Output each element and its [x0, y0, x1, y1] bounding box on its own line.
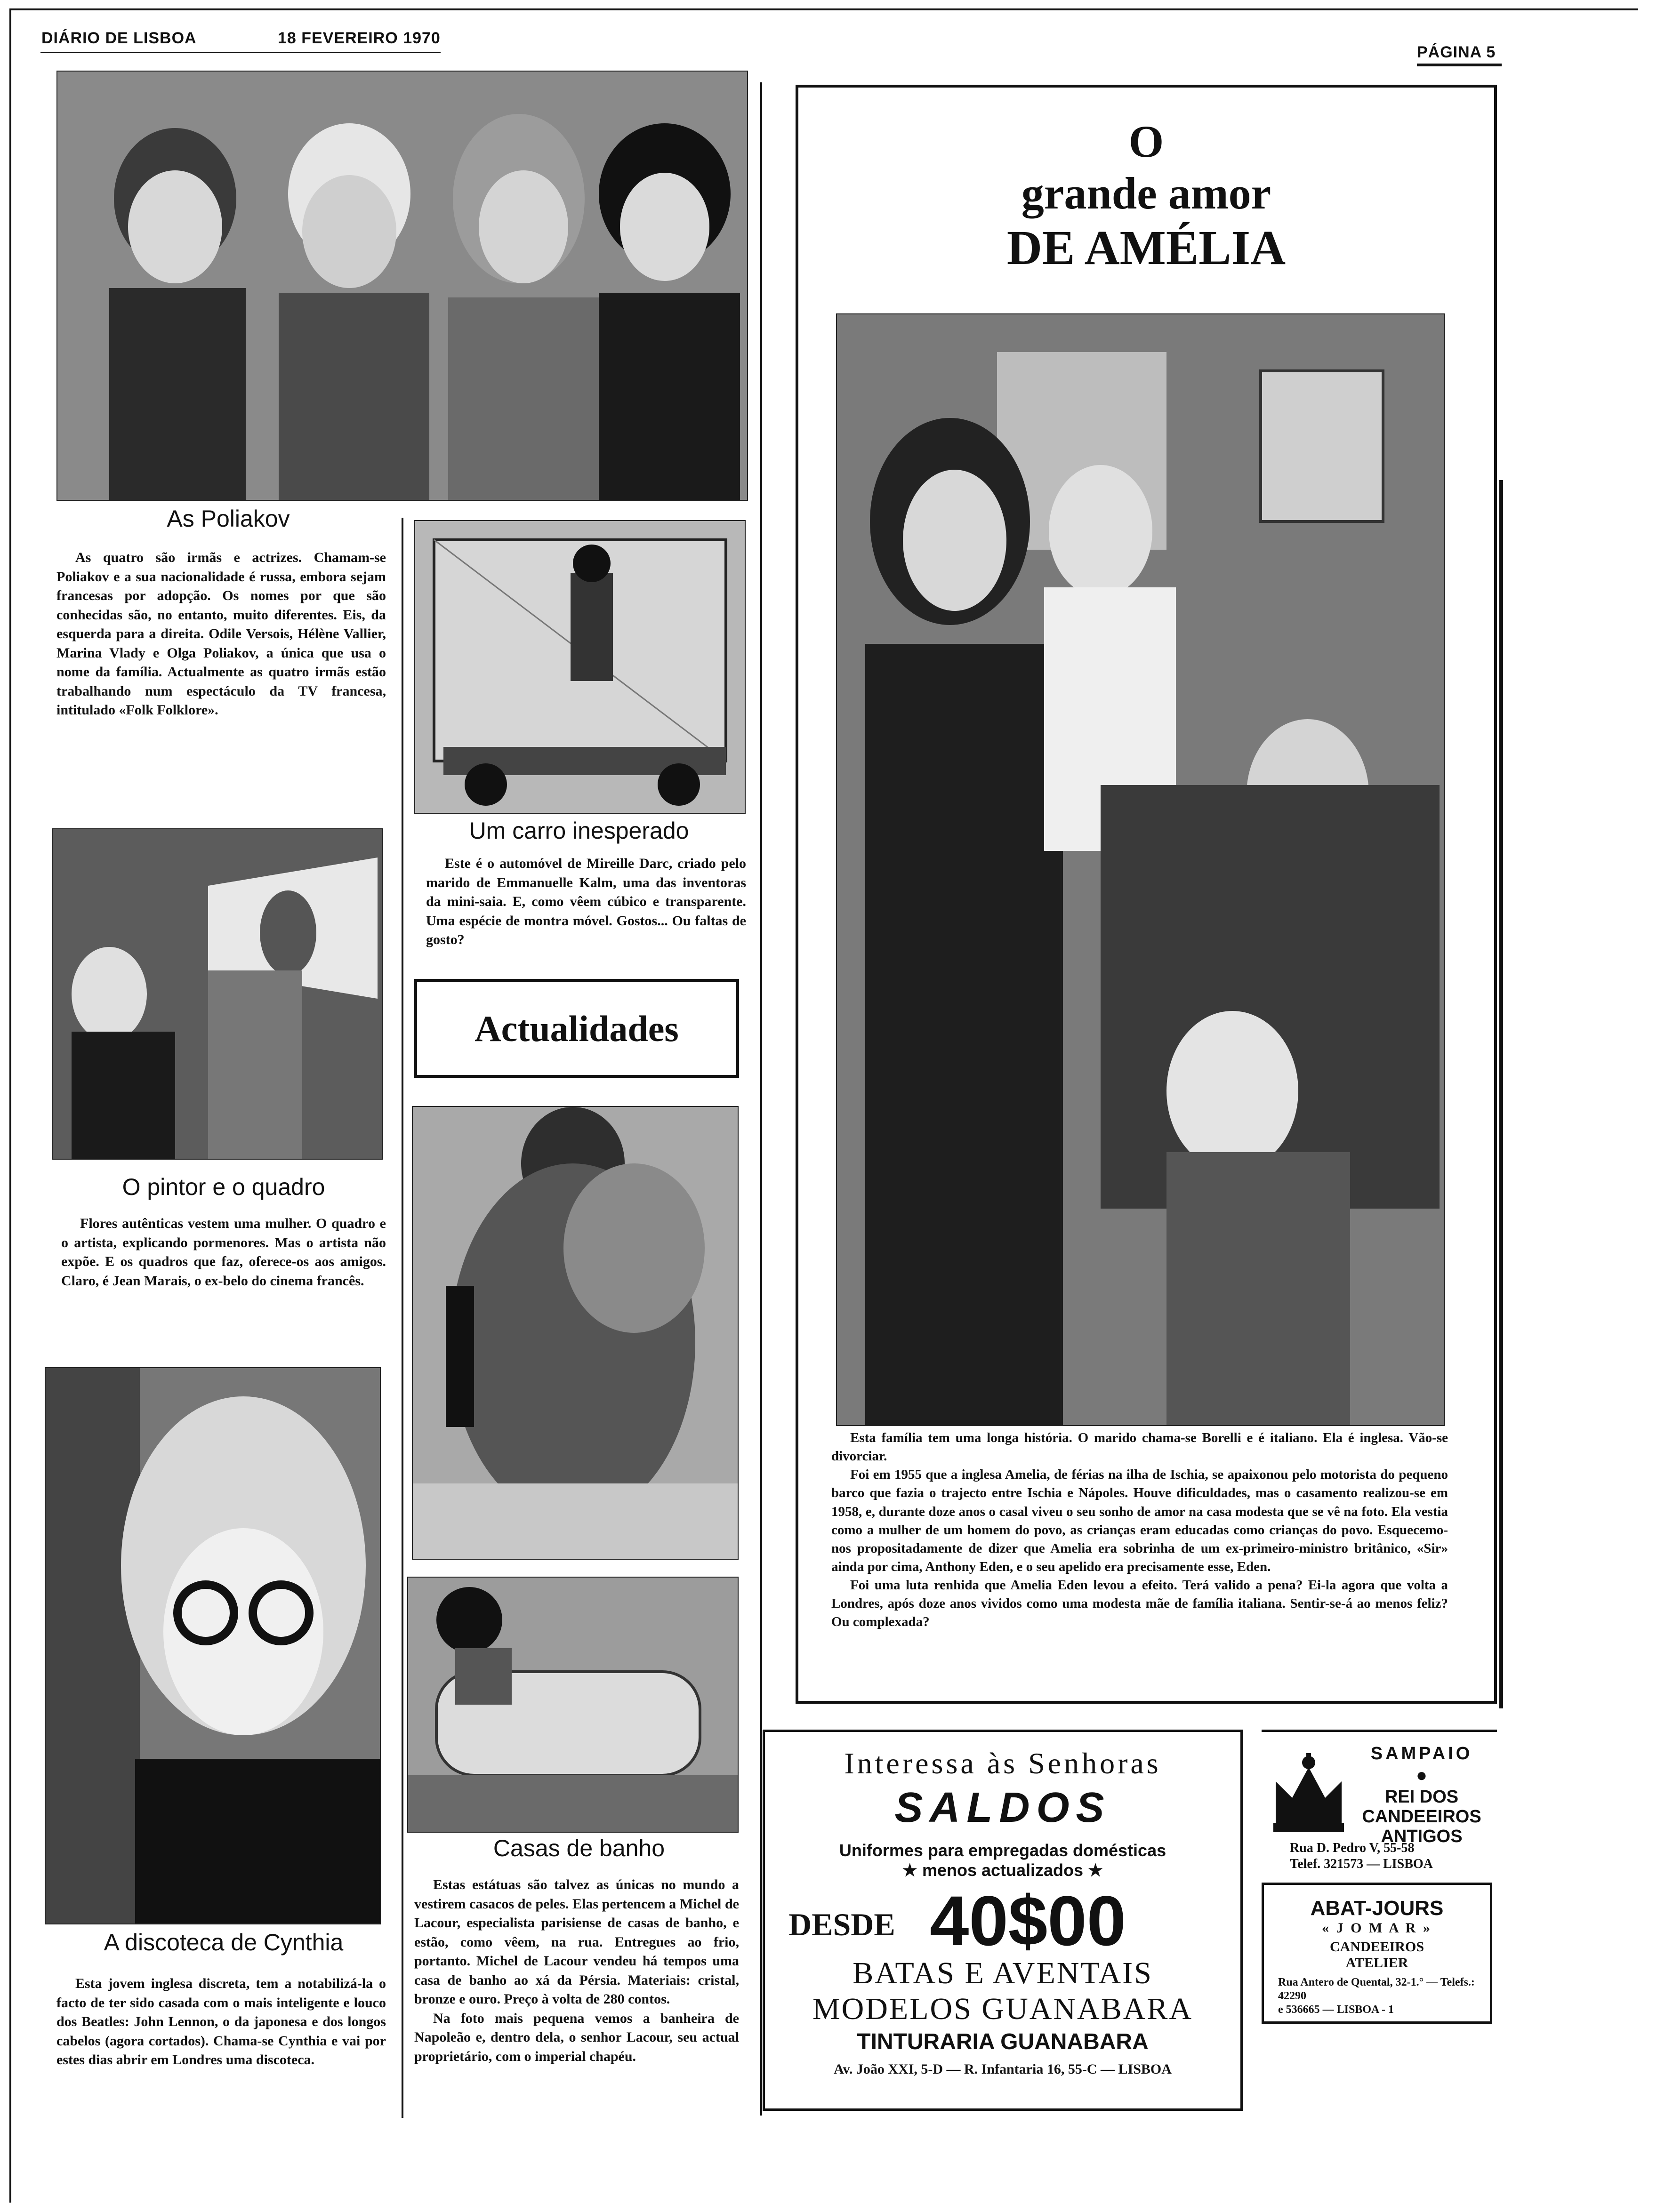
cynthia-text [56, 1974, 386, 2070]
top-border [9, 8, 1638, 10]
abat-line3: CANDEEIROS [1329, 1939, 1424, 1955]
cynthia-title: A discoteca de Cynthia [104, 1929, 344, 1956]
abat-line4: ATELIER [1345, 1955, 1408, 1971]
abat-contact [1278, 1976, 1490, 2016]
painter-text [61, 1214, 386, 1290]
sampaio-line1: REI DOS [1384, 1787, 1459, 1807]
bath-paragraph-2: Na foto mais pequena vemos a banheira de Napoleão e, dentro dela, o senhor Lacour, seu actual proprietário, com o imperial chapéu. [414, 2010, 739, 2064]
page-rule [1417, 64, 1502, 66]
amelia-headline [798, 116, 1494, 276]
poliakov-paragraph: As quatro são irmãs e actrizes. Chamam-se Poliakov e a sua nacionalidade é russa, embora sejam francesas por adopção. Os nomes por que são conhecidas são, no entanto, muito diferentes. Eis, da esquerda para a direita. Odile Versois, Hélène Vallier, Marina Vlady e Olga Poliakov, a única que usa o nome da família. Actualmente as quatro irmãs estão trabalhando num espectáculo da TV francesa, intitulado «Folk Folklore». [56, 550, 386, 718]
sampaio-bullet: ● [1416, 1764, 1428, 1786]
left-border [9, 9, 11, 2203]
saldos-line7: TINTURARIA GUANABARA [857, 2029, 1149, 2054]
crown-icon [1271, 1753, 1346, 1833]
poliakov-photo [56, 71, 748, 501]
amelia-headline-line3: DE AMÉLIA [1006, 220, 1286, 275]
column-rule [760, 82, 762, 2116]
car-photo [414, 520, 746, 814]
car-paragraph: Este é o automóvel de Mireille Darc, criado pelo marido de Emmanuelle Kalm, uma das inventoras da mini-saia. E, como vêem cúbico e transparente. Uma espécie de montra móvel. Gostos... Ou faltas de gosto? [426, 856, 746, 947]
inner-column-rule [402, 518, 403, 2118]
bath-text [414, 1875, 739, 2066]
actualidades-title: Actualidades [475, 1008, 679, 1049]
cynthia-photo [45, 1367, 381, 1924]
saldos-headline: SALDOS [894, 1784, 1111, 1831]
abat-address: Rua Antero de Quental, 32-1.° — Telefs.: 42290 [1278, 1976, 1475, 2002]
abat-line1: ABAT-JOURS [1310, 1897, 1444, 1920]
saldos-price: 40$00 [930, 1881, 1126, 1960]
sampaio-address: Rua D. Pedro V, 55-58 [1290, 1841, 1415, 1855]
painter-title: O pintor e o quadro [122, 1174, 325, 1200]
page-number: PÁGINA 5 [1417, 43, 1496, 61]
saldos-desde: DESDE [788, 1907, 895, 1942]
sampaio-top-rule [1262, 1730, 1497, 1732]
sampaio-line3: ANTIGOS [1381, 1826, 1463, 1846]
poliakov-title: As Poliakov [167, 505, 290, 532]
header-rule [40, 52, 441, 53]
sampaio-slogan [1346, 1787, 1497, 1846]
saldos-line5: BATAS E AVENTAIS [853, 1956, 1153, 1990]
actualidades-box [414, 979, 739, 1078]
bath-title: Casas de banho [493, 1835, 665, 1861]
abat-line2: « J O M A R » [1322, 1920, 1432, 1936]
issue-date: 18 FEVEREIRO 1970 [278, 29, 441, 47]
amelia-box-shadow [1499, 480, 1503, 1708]
amelia-paragraph-1: Esta família tem uma longa história. O marido chama-se Borelli e é italiano. Ela é inglesa. Vão-se divorciar. [831, 1430, 1448, 1464]
saldos-line4: ★ menos actualizados ★ [902, 1860, 1103, 1880]
publication-name: DIÁRIO DE LISBOA [41, 29, 197, 47]
bathtub-photo [407, 1577, 739, 1833]
saldos-price-row [765, 1881, 1240, 1960]
saldos-ad [763, 1730, 1243, 2111]
abat-jours-ad [1262, 1883, 1492, 2024]
amelia-headline-line1: O [1128, 116, 1164, 167]
sampaio-name: SAMPAIO [1370, 1744, 1473, 1763]
cynthia-paragraph: Esta jovem inglesa discreta, tem a notabilizá-la o facto de ter sido casada com o mais inteligente e louco dos Beatles: John Lennon, o da japonesa e dos longos cabelos (agora cortados). Chama-se Cynthia e vai por estes dias abrir em Londres uma discoteca. [56, 1976, 386, 2068]
amelia-paragraph-2: Foi em 1955 que a inglesa Amelia, de férias na ilha de Ischia, se apaixonou pelo motorista do pequeno barco que fazia o trajecto entre Ischia e Nápoles. Houve dificuldades, mas o casamento realizou-se em 1958, e, durante doze anos o casal viveu o seu sonho de amor na casa modesta que se vê na foto. Ela vestia como a mulher de um homem do povo, as crianças eram educadas como crianças do povo. Esquecemo-nos propositadamente de dizer que Amelia era sobrinha de um ex-primeiro-ministro britânico, «Sir» ainda por cima, Anthony Eden, e o seu apelido era precisamente esse, Eden. [831, 1467, 1448, 1574]
painter-paragraph: Flores autênticas vestem uma mulher. O quadro e o artista, explicando pormenores. Mas o artista não expõe. E os quadros que faz, oferece-os aos amigos. Claro, é Jean Marais, o ex-belo do cinema francês. [61, 1216, 386, 1289]
amelia-feature-box [796, 85, 1497, 1704]
amelia-paragraph-3: Foi uma luta renhida que Amelia Eden levou a efeito. Terá valido a pena? Ei-la agora que volta a Londres, após doze anos vividos como uma modesta mãe de família italiana. Sentir-se-á ao menos feliz? Ou complexada? [831, 1578, 1448, 1630]
sampaio-contact [1290, 1840, 1433, 1872]
statues-photo [412, 1106, 739, 1560]
abat-phone: e 536665 — LISBOA - 1 [1278, 2003, 1394, 2016]
car-title: Um carro inesperado [469, 817, 689, 844]
sampaio-ad [1262, 1741, 1497, 1871]
amelia-text [831, 1429, 1448, 1632]
car-text [426, 854, 746, 950]
amelia-headline-line2: grande amor [1021, 168, 1271, 219]
saldos-address: Av. João XXI, 5-D — R. Infantaria 16, 55-C — LISBOA [834, 2061, 1172, 2077]
bath-paragraph-1: Estas estátuas são talvez as únicas no mundo a vestirem casacos de peles. Elas pertencem a Michel de Lacour, especialista parisiense de casas de banho, e estão, como vêem, na rua. Entregues ao frio, portanto. Michel de Lacour vendeu há tempos uma casa de banho ao xá da Pérsia. Materiais: cristal, bronze e ouro. Preço à volta de 280 contos. [414, 1877, 739, 2007]
saldos-line6: MODELOS GUANABARA [812, 1992, 1193, 2026]
saldos-line3: Uniformes para empregadas domésticas [839, 1841, 1166, 1860]
painter-photo [52, 828, 383, 1160]
poliakov-text [56, 548, 386, 720]
sampaio-phone: Telef. 321573 — LISBOA [1290, 1856, 1433, 1871]
sampaio-line2: CANDEEIROS [1362, 1806, 1481, 1827]
amelia-family-photo [836, 313, 1445, 1426]
saldos-line1: Interessa às Senhoras [844, 1747, 1161, 1780]
